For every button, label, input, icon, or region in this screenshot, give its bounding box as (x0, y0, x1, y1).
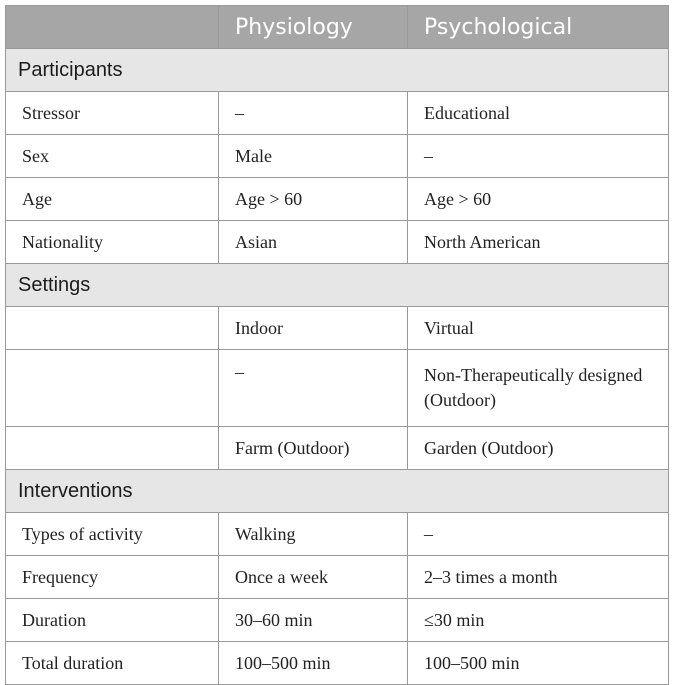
physiology-cell: Asian (219, 221, 408, 264)
physiology-cell: Age > 60 (219, 178, 408, 221)
table-row (6, 307, 669, 350)
physiology-cell: Once a week (219, 556, 408, 599)
row-label: Stressor (6, 92, 219, 135)
table-row (6, 221, 669, 264)
physiology-cell: – (219, 92, 408, 135)
physiology-cell: Indoor (219, 307, 408, 350)
row-label: Age (6, 178, 219, 221)
row-label: Sex (6, 135, 219, 178)
psychological-cell: Non-Therapeutically designed (Outdoor) (408, 350, 669, 427)
row-label: Frequency (6, 556, 219, 599)
table-row (6, 427, 669, 470)
psychological-cell: – (408, 135, 669, 178)
section-title: Participants (6, 49, 669, 92)
row-label (6, 307, 219, 350)
row-label: Types of activity (6, 513, 219, 556)
row-label: Duration (6, 599, 219, 642)
psychological-cell: 100–500 min (408, 642, 669, 685)
row-label: Nationality (6, 221, 219, 264)
table-row (6, 178, 669, 221)
row-label (6, 427, 219, 470)
section-row-interventions (6, 470, 669, 513)
table-row (6, 642, 669, 685)
table-row (6, 350, 669, 427)
row-label (6, 350, 219, 427)
header-row (6, 6, 669, 49)
psychological-cell: – (408, 513, 669, 556)
header-psychological: Psychological (408, 6, 669, 49)
physiology-cell: Farm (Outdoor) (219, 427, 408, 470)
table-row (6, 556, 669, 599)
table-row (6, 599, 669, 642)
section-row-participants (6, 49, 669, 92)
psychological-cell: Virtual (408, 307, 669, 350)
header-physiology: Physiology (219, 6, 408, 49)
row-label: Total duration (6, 642, 219, 685)
psychological-cell: Age > 60 (408, 178, 669, 221)
physiology-cell: 30–60 min (219, 599, 408, 642)
section-row-settings (6, 264, 669, 307)
table-row (6, 513, 669, 556)
section-title: Settings (6, 264, 669, 307)
psychological-cell: North American (408, 221, 669, 264)
psychological-cell: Educational (408, 92, 669, 135)
table-row (6, 135, 669, 178)
comparison-table (5, 5, 669, 685)
table-row (6, 92, 669, 135)
psychological-cell: 2–3 times a month (408, 556, 669, 599)
section-title: Interventions (6, 470, 669, 513)
header-empty-cell (6, 6, 219, 49)
physiology-cell: Walking (219, 513, 408, 556)
physiology-cell: 100–500 min (219, 642, 408, 685)
psychological-cell: Garden (Outdoor) (408, 427, 669, 470)
physiology-cell: Male (219, 135, 408, 178)
psychological-cell: ≤30 min (408, 599, 669, 642)
physiology-cell: – (219, 350, 408, 427)
